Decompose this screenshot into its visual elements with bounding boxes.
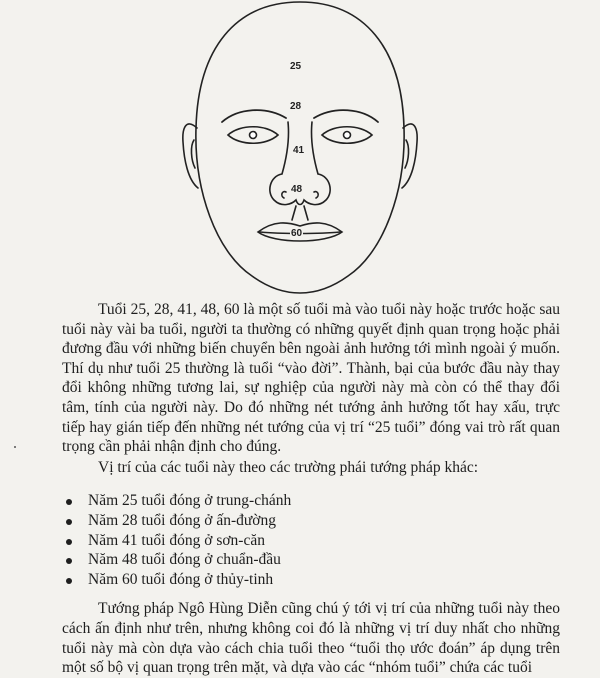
age-label-28: 28: [290, 101, 302, 112]
paragraph-ages-intro: Tuổi 25, 28, 41, 48, 60 là một số tuổi mà vào tuổi này hoặc trước hoặc sau tuổi này vài ba tuổi, người ta thường có những quyết định quan trọng hoặc phải đương đầu với những biến chuyển bên ngoài ảnh hưởng tới mình ngoài ý muốn. Thí dụ như tuổi 25 thường là tuổi “vào đời”. Thành, bại của bước đầu này thay đổi không những tương lai, sự nghiệp của người này mà còn có thể thay đổi tâm, tính của người này. Do đó những nét tướng ảnh hưởng tốt hay xấu, trực tiếp hay gián tiếp đến những nét tướng của vị trí “25 tuổi” đóng vai trò rất quan trọng cần phải nhận định cho đúng.: [62, 301, 560, 456]
age-position-list: [62, 491, 560, 589]
age-label-41: 41: [293, 145, 305, 156]
paragraph-ngo-hung-dien: Tướng pháp Ngô Hùng Diễn cũng chú ý tới vị trí của những tuổi này theo cách ấn định như trên, nhưng không coi đó là những vị trí duy nhất cho những tuổi này mà còn dựa vào cách chia tuổi theo “tuổi thọ ước đoán” áp dụng trên một số bộ vị quan trọng trên mặt, và dựa vào các “nhóm tuổi” chứa các tuổi: [62, 600, 560, 677]
list-item: Năm 48 tuổi đóng ở chuẩn-đầu: [62, 550, 560, 570]
bullet-icon: [66, 539, 72, 545]
face-diagram: [170, 0, 430, 298]
bullet-icon: [66, 578, 72, 584]
right-eyebrow: [314, 110, 378, 122]
paragraph-positions-lead: Vị trí của các tuổi này theo các trường phái tướng pháp khác:: [98, 458, 479, 476]
list-item: Năm 28 tuổi đóng ở ấn-đường: [62, 511, 560, 531]
list-item: Năm 41 tuổi đóng ở sơn-căn: [62, 531, 560, 551]
body-text: [62, 300, 560, 678]
list-item: Năm 25 tuổi đóng ở trung-chánh: [62, 491, 560, 511]
margin-dot: [14, 446, 16, 448]
age-label-25: 25: [290, 61, 302, 72]
bullet-icon: [66, 499, 72, 505]
list-item: Năm 60 tuổi đóng ở thủy-tinh: [62, 570, 560, 590]
bullet-icon: [66, 519, 72, 525]
left-eyebrow: [222, 110, 286, 122]
age-label-48: 48: [291, 184, 303, 195]
bullet-icon: [66, 558, 72, 564]
age-label-60: 60: [291, 228, 303, 239]
